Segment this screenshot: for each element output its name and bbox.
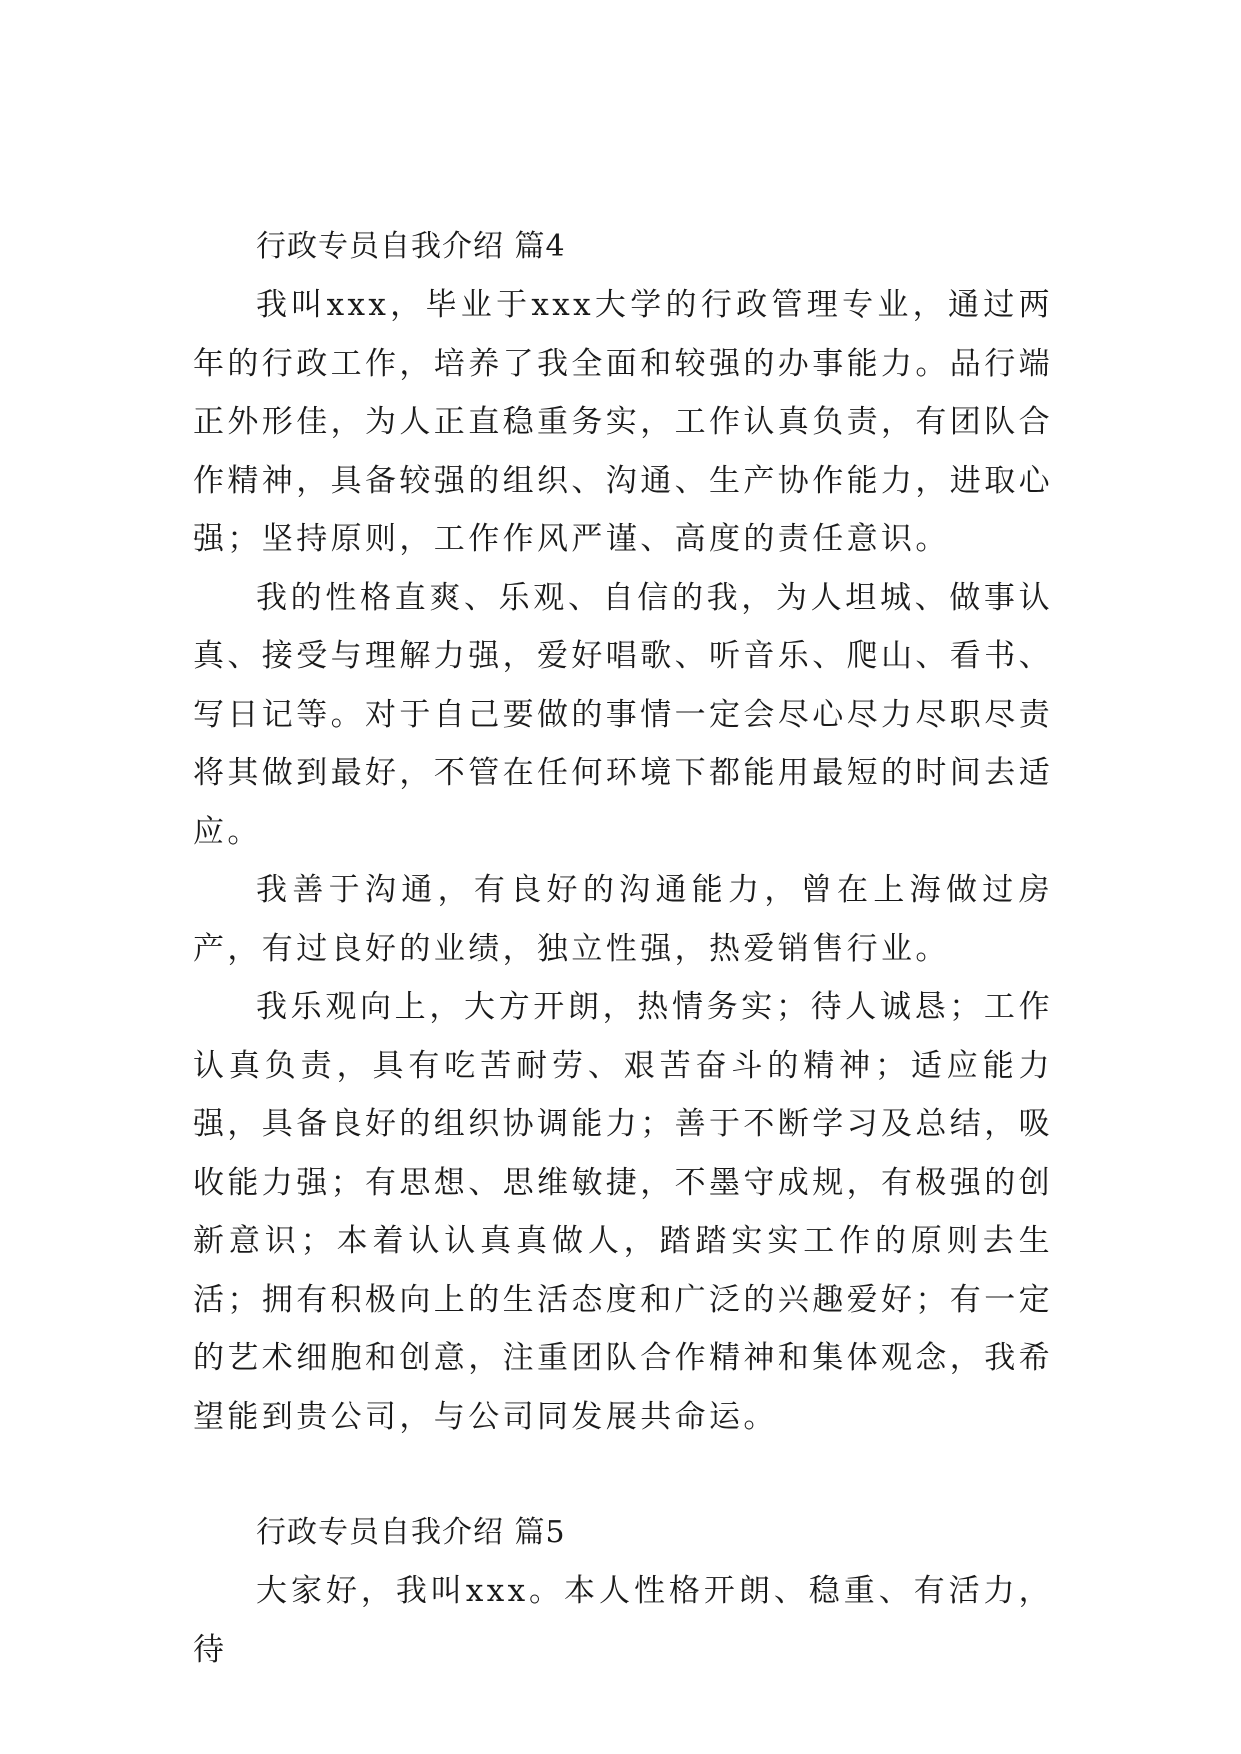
paragraph: 我叫xxx，毕业于xxx大学的行政管理专业，通过两年的行政工作，培养了我全面和较强的办事能力。品行端正外形佳，为人正直稳重务实，工作认真负责，有团队合作精神，具备较强的组织、沟通、生产协作能力，进取心强；坚持原则，工作作风严谨、高度的责任意识。: [193, 287, 1053, 557]
section-heading-4: 行政专员自我介绍 篇4: [256, 229, 566, 264]
document-body: [193, 218, 1053, 1679]
paragraph: 我的性格直爽、乐观、自信的我，为人坦城、做事认真、接受与理解力强，爱好唱歌、听音乐、爬山、看书、写日记等。对于自己要做的事情一定会尽心尽力尽职尽责将其做到最好，不管在任何环境下都能用最短的时间去适应。: [193, 579, 1053, 850]
section-spacer: [193, 1446, 1053, 1504]
paragraph: 我善于沟通，有良好的沟通能力，曾在上海做过房产，有过良好的业绩，独立性强，热爱销售行业。: [193, 872, 1053, 967]
section-heading-5: 行政专员自我介绍 篇5: [256, 1515, 566, 1550]
paragraph: 我乐观向上，大方开朗，热情务实；待人诚恳；工作认真负责，具有吃苦耐劳、艰苦奋斗的精神；适应能力强，具备良好的组织协调能力；善于不断学习及总结，吸收能力强；有思想、思维敏捷，不墨守成规，有极强的创新意识；本着认认真真做人，踏踏实实工作的原则去生活；拥有积极向上的生活态度和广泛的兴趣爱好；有一定的艺术细胞和创意，注重团队合作精神和集体观念，我希望能到贵公司，与公司同发展共命运。: [193, 989, 1053, 1435]
paragraph: 大家好，我叫xxx。本人性格开朗、稳重、有活力，待: [193, 1573, 1053, 1668]
